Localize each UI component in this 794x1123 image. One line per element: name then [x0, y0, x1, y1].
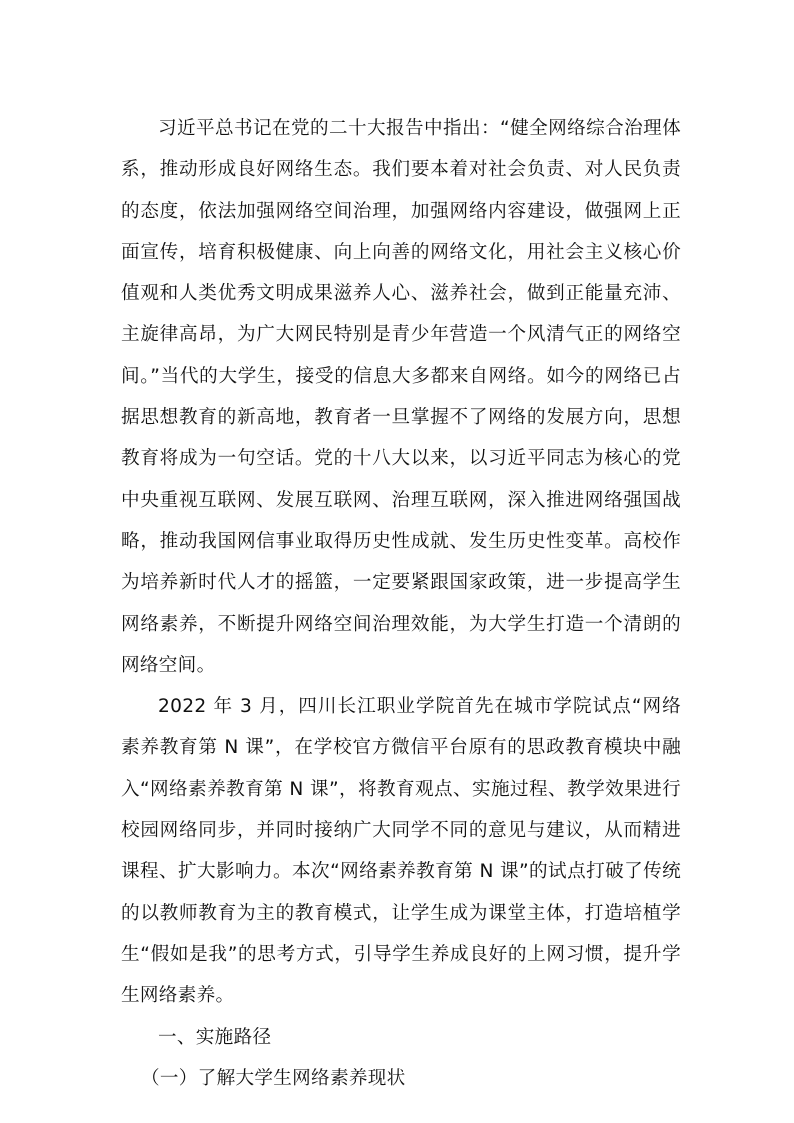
- document-body: [121, 108, 681, 1099]
- paragraph: 习近平总书记在党的二十大报告中指出：“健全网络综合治理体系，推动形成良好网络生态。我们要本着对社会负责、对人民负责的态度，依法加强网络空间治理，加强网络内容建设，做强网上正面宣传，培育积极健康、向上向善的网络文化，用社会主义核心价值观和人类优秀文明成果滋养人心、滋养社会，做到正能量充沛、主旋律高昂，为广大网民特别是青少年营造一个风清气正的网络空间。”当代的大学生，接受的信息大多都来自网络。如今的网络已占据思想教育的新高地，教育者一旦掌握不了网络的发展方向，思想教育将成为一句空话。党的十八大以来，以习近平同志为核心的党中央重视互联网、发展互联网、治理互联网，深入推进网络强国战略，推动我国网信事业取得历史性成就、发生历史性变革。高校作为培养新时代人才的摇篮，一定要紧跟国家政策，进一步提高学生网络素养，不断提升网络空间治理效能，为大学生打造一个清朗的网络空间。: [121, 118, 681, 676]
- section-heading: 一、实施路径: [158, 1026, 272, 1048]
- paragraph: 2022 年 3 月，四川长江职业学院首先在城市学院试点“网络素养教育第 N 课”，在学校官方微信平台原有的思政教育模块中融入“网络素养教育第 N 课”，将教育观点、实施过程、教学效果进行校园网络同步，并同时接纳广大同学不同的意见与建议，从而精进课程、扩大影响力。本次“网络素养教育第 N 课”的试点打破了传统的以教师教育为主的教育模式，让学生成为课堂主体，打造培植学生“假如是我”的思考方式，引导学生养成良好的上网习惯，提升学生网络素养。: [121, 696, 681, 1007]
- subsection-heading: （一）了解大学生网络素养现状: [141, 1067, 406, 1089]
